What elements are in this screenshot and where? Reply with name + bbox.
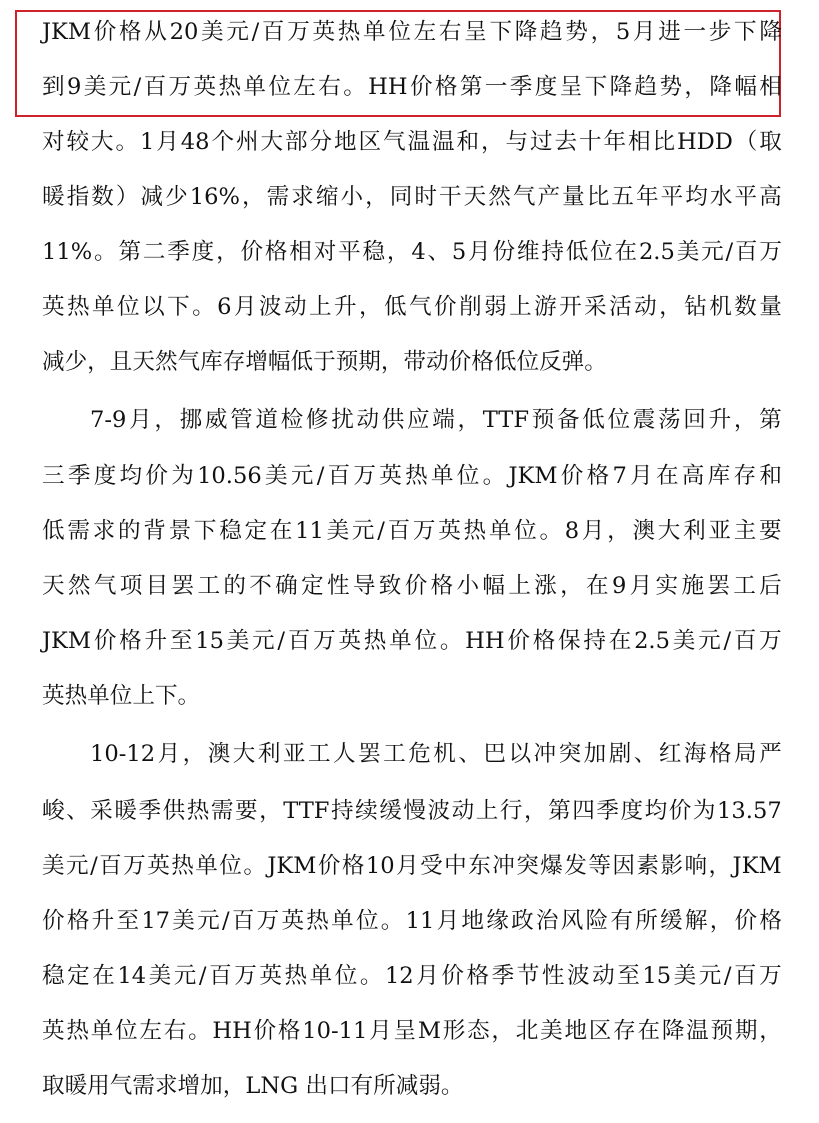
paragraph-2-line-3: 低 需 求 的 背 景 下 稳 定 在 11 美 元 / 百 万 英 热 单 位 。 8 月 ， 澳 大 利 亚 主 要 bbox=[42, 518, 782, 544]
paragraph-3-line-4: 价 格 升 至 17 美 元 / 百 万 英 热 单 位 。 11 月 地 缘 政 治 风 险 有 所 缓 解 ， 价 格 bbox=[42, 908, 782, 934]
paragraph-3-line-3: 美 元 / 百 万 英 热 单 位 。 JKM 价 格 10 月 受 中 东 冲 突 爆 发 等 因 素 影 响 ， JKM bbox=[42, 853, 782, 879]
paragraph-3-line-7: 取暖用气需求增加，LNG 出口有所减弱。 bbox=[42, 1073, 464, 1099]
paragraph-2-line-6: 英热单位上下。 bbox=[42, 683, 201, 709]
paragraph-1-line-5: 11% 。 第 二 季 度 ， 价 格 相 对 平 稳 ， 4 、 5 月 份 维 持 低 位 在 2.5 美 元 / 百 万 bbox=[42, 239, 782, 265]
paragraph-1-line-4: 暖 指 数 ） 减 少 16% ， 需 求 缩 小 ， 同 时 干 天 然 气 产 量 比 五 年 平 均 水 平 高 bbox=[42, 184, 782, 210]
paragraph-1-line-2: 到 9 美 元 / 百 万 英 热 单 位 左 右 。 HH 价 格 第 一 季 度 呈 下 降 趋 势 ， 降 幅 相 bbox=[42, 74, 782, 100]
paragraph-2-line-4: 天 然 气 项 目 罢 工 的 不 确 定 性 导 致 价 格 小 幅 上 涨 ， 在 9 月 实 施 罢 工 后 bbox=[42, 573, 782, 599]
paragraph-2-line-2: 三 季 度 均 价 为 10.56 美 元 / 百 万 英 热 单 位 。 JKM 价 格 7 月 在 高 库 存 和 bbox=[42, 463, 782, 489]
paragraph-2-line-1: 7-9 月 ， 挪 威 管 道 检 修 扰 动 供 应 端 ， TTF 预 备 低 位 震 荡 回 升 ， 第 bbox=[90, 407, 782, 433]
paragraph-3-line-2: 峻 、 采 暖 季 供 热 需 要 ， TTF 持 续 缓 慢 波 动 上 行 ， 第 四 季 度 均 价 为 13.57 bbox=[42, 798, 782, 824]
paragraph-2-line-5: JKM 价 格 升 至 15 美 元 / 百 万 英 热 单 位 。 HH 价 格 保 持 在 2.5 美 元 / 百 万 bbox=[42, 628, 782, 654]
paragraph-3-line-5: 稳 定 在 14 美 元 / 百 万 英 热 单 位 。 12 月 价 格 季 节 性 波 动 至 15 美 元 / 百 万 bbox=[42, 963, 782, 989]
paragraph-3-line-1: 10-12 月 ， 澳 大 利 亚 工 人 罢 工 危 机 、 巴 以 冲 突 加 剧 、 红 海 格 局 严 bbox=[90, 741, 782, 767]
paragraph-1-line-6: 英 热 单 位 以 下 。 6 月 波 动 上 升 ， 低 气 价 削 弱 上 游 开 采 活 动 ， 钻 机 数 量 bbox=[42, 294, 782, 320]
paragraph-3-line-6: 英 热 单 位 左 右 。 HH 价 格 10-11 月 呈 M 形 态 ， 北 美 地 区 存 在 降 温 预 期 ， bbox=[42, 1018, 782, 1044]
paragraph-1-line-1: JKM 价 格 从 20 美 元 / 百 万 英 热 单 位 左 右 呈 下 降 趋 势 ， 5 月 进 一 步 下 降 bbox=[42, 19, 782, 45]
paragraph-1-line-3: 对 较 大 。 1 月 48 个 州 大 部 分 地 区 气 温 温 和 ， 与 过 去 十 年 相 比 HDD （ 取 bbox=[42, 129, 782, 155]
paragraph-1-line-7: 减少，且天然气库存增幅低于预期，带动价格低位反弹。 bbox=[42, 349, 607, 375]
